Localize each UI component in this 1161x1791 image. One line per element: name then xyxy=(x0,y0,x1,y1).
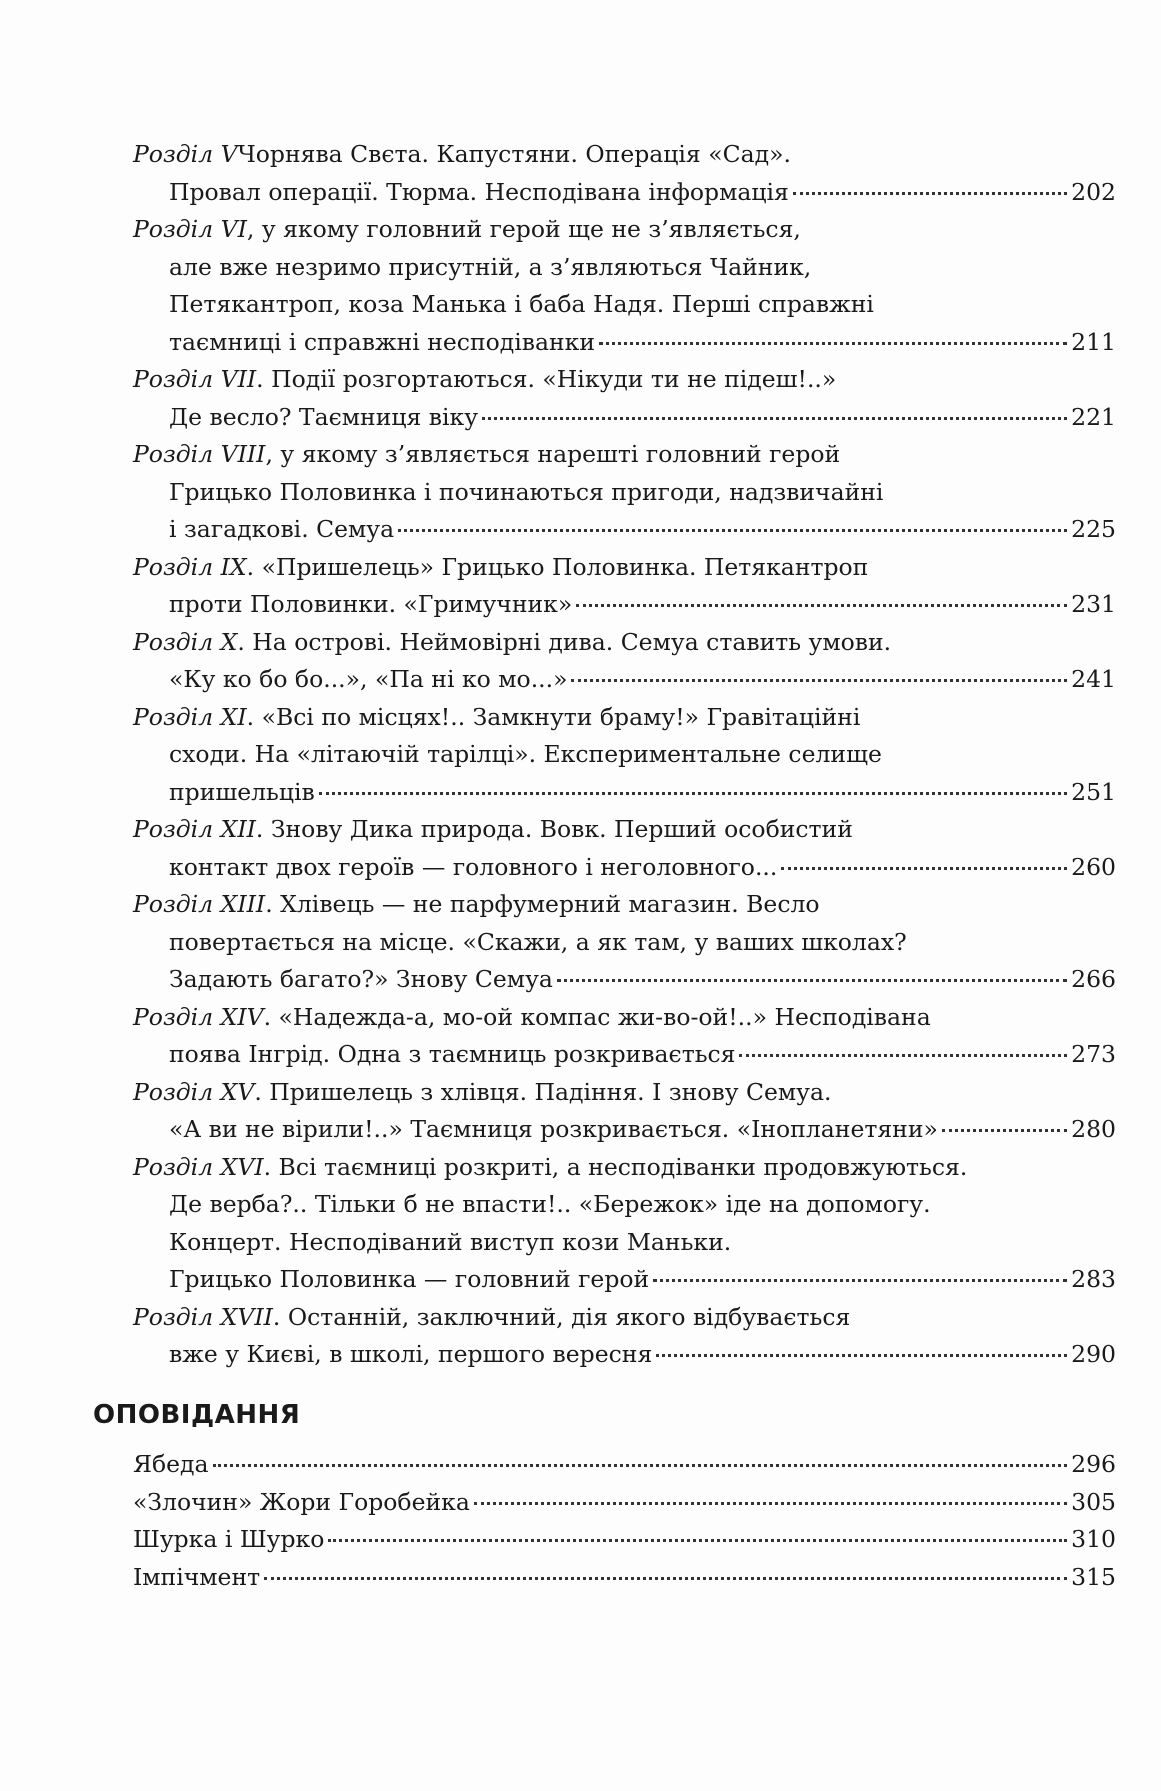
chapter-text: Концерт. Несподіваний виступ кози Маньки. xyxy=(169,1227,732,1256)
chapter-text: Де весло? Таємниця віку xyxy=(169,402,479,431)
toc-line xyxy=(133,324,1116,362)
dot-leader xyxy=(213,1463,1068,1467)
toc-entry xyxy=(133,999,1116,1074)
chapter-text: вже у Києві, в школі, першого вересня xyxy=(169,1340,653,1368)
toc-line xyxy=(133,736,1116,774)
chapter-label: Розділ VII xyxy=(133,365,257,393)
page-number: 290 xyxy=(1071,1340,1116,1368)
chapter-text: . Знову Дика природа. Вовк. Перший особистий xyxy=(255,815,853,843)
dot-leader xyxy=(319,791,1067,795)
toc-line xyxy=(133,211,1116,249)
chapter-text: . На острові. Неймовірні дива. Семуа ставить умови. xyxy=(237,627,892,656)
dot-leader xyxy=(739,1053,1067,1057)
toc-entry xyxy=(133,624,1116,699)
chapter-label: Розділ VIII xyxy=(133,440,266,468)
dot-leader xyxy=(653,1278,1067,1282)
chapter-text: пришельців xyxy=(169,777,315,806)
page-number: 273 xyxy=(1071,1040,1116,1068)
chapter-text: , у якому головний герой ще не з’являється, xyxy=(246,215,801,243)
chapter-text: . Останній, заключний, дія якого відбувається xyxy=(272,1302,851,1331)
chapter-text: поява Інгрід. Одна з таємниць розкривається xyxy=(169,1040,736,1068)
dot-leader xyxy=(599,341,1067,345)
toc-line xyxy=(133,1336,1116,1374)
page-number: 251 xyxy=(1071,777,1116,806)
toc-line xyxy=(133,1261,1116,1299)
chapter-label: Розділ XI xyxy=(133,702,247,731)
page-number: 231 xyxy=(1071,590,1116,618)
toc-line xyxy=(133,474,1116,512)
chapter-text: . Хлівець — не парфумерний магазин. Весло xyxy=(265,890,820,918)
toc-entry xyxy=(133,136,1116,211)
dot-leader xyxy=(576,603,1067,607)
toc-line xyxy=(133,174,1116,212)
story-entry xyxy=(133,1559,1116,1597)
toc-line xyxy=(133,361,1116,399)
page-number: 315 xyxy=(1071,1562,1116,1591)
toc-entry xyxy=(133,436,1116,549)
story-title: «Злочин» Жори Горобейка xyxy=(133,1487,470,1516)
toc-line xyxy=(133,661,1116,699)
toc-line xyxy=(133,1036,1116,1074)
toc-line xyxy=(133,286,1116,324)
story-title: Ябеда xyxy=(133,1450,209,1478)
toc-line xyxy=(133,699,1116,737)
dot-leader xyxy=(474,1501,1067,1505)
story-title: Імпічмент xyxy=(133,1562,261,1591)
page-number: 310 xyxy=(1071,1525,1116,1553)
toc-line xyxy=(133,624,1116,662)
chapter-text: і загадкові. Семуа xyxy=(169,515,395,543)
toc-entry xyxy=(133,361,1116,436)
chapter-text: Грицько Половинка і починаються пригоди, надзвичайні xyxy=(169,477,884,506)
toc-entry xyxy=(133,549,1116,624)
toc-entry xyxy=(133,211,1116,361)
page-number: 202 xyxy=(1071,177,1116,206)
story-title: Шурка і Шурко xyxy=(133,1525,325,1553)
chapter-text: повертається на місце. «Скажи, а як там, у ваших школах? xyxy=(169,927,907,956)
story-entry xyxy=(133,1446,1116,1484)
toc-line xyxy=(133,1111,1116,1149)
toc-line xyxy=(133,886,1116,924)
chapter-label: Розділ XVI xyxy=(133,1152,264,1181)
toc-entry xyxy=(133,886,1116,999)
chapter-text: Задають багато?» Знову Семуа xyxy=(169,965,553,993)
chapter-label: Розділ X xyxy=(133,627,238,656)
page-number: 283 xyxy=(1071,1265,1116,1293)
chapter-text: сходи. На «літаючій тарілці». Експериментальне селище xyxy=(169,740,882,768)
page-number: 296 xyxy=(1071,1450,1116,1478)
toc-line xyxy=(133,549,1116,587)
dot-leader xyxy=(793,191,1067,195)
toc-line xyxy=(133,924,1116,962)
toc-line xyxy=(133,1149,1116,1187)
page-number: 241 xyxy=(1071,665,1116,693)
chapter-label: Розділ XVII xyxy=(133,1302,273,1331)
chapter-text: таємниці і справжні несподіванки xyxy=(169,327,596,356)
chapter-text: . «Надежда-а, мо-ой компас жи-во-ой!..» Несподівана xyxy=(263,1002,931,1031)
toc-line xyxy=(133,1299,1116,1337)
chapter-text: Чорнява Свєта. Капустяни. Операція «Сад». xyxy=(237,140,791,168)
toc-line xyxy=(133,586,1116,624)
page-number: 260 xyxy=(1071,852,1116,881)
page-number: 211 xyxy=(1071,327,1116,356)
toc-entry xyxy=(133,1149,1116,1299)
toc-entry xyxy=(133,699,1116,812)
stories-list xyxy=(133,1446,1116,1596)
chapter-text: «А ви не вірили!..» Таємниця розкривається. «Інопланетяни» xyxy=(169,1115,938,1143)
toc-entry xyxy=(133,1299,1116,1374)
toc-entry xyxy=(133,1074,1116,1149)
page-number: 221 xyxy=(1071,402,1116,431)
dot-leader xyxy=(482,416,1067,420)
story-entry xyxy=(133,1521,1116,1559)
dot-leader xyxy=(557,978,1067,982)
toc-line xyxy=(133,1186,1116,1224)
page-number: 266 xyxy=(1071,965,1116,993)
chapter-label: Розділ V xyxy=(133,140,238,168)
dot-leader xyxy=(264,1576,1067,1580)
chapter-text: . Пришелець з хлівця. Падіння. І знову Семуа. xyxy=(254,1077,832,1106)
chapter-label: Розділ XV xyxy=(133,1077,255,1106)
chapter-label: Розділ VI xyxy=(133,215,247,243)
dot-leader xyxy=(656,1353,1067,1357)
dot-leader xyxy=(571,678,1067,682)
toc-line xyxy=(133,249,1116,287)
toc-line xyxy=(133,961,1116,999)
chapter-label: Розділ XIV xyxy=(133,1002,264,1031)
toc-line xyxy=(133,774,1116,812)
dot-leader xyxy=(328,1538,1067,1542)
chapter-text: , у якому з’являється нарешті головний герой xyxy=(265,440,841,468)
dot-leader xyxy=(398,528,1067,532)
toc-line xyxy=(133,136,1116,174)
chapter-text: Де верба?.. Тільки б не впасти!.. «Бережок» іде на допомогу. xyxy=(169,1190,931,1218)
section-title: ОПОВІДАННЯ xyxy=(93,1400,301,1430)
toc-line xyxy=(133,511,1116,549)
page-number: 225 xyxy=(1071,515,1116,543)
chapter-text: але вже незримо присутній, а з’являються Чайник, xyxy=(169,252,812,281)
toc-line xyxy=(133,1074,1116,1112)
toc-entry xyxy=(133,811,1116,886)
chapter-text: Провал операції. Тюрма. Несподівана інформація xyxy=(169,177,789,206)
table-of-contents xyxy=(133,136,1116,1374)
chapter-label: Розділ XIII xyxy=(133,890,266,918)
toc-line xyxy=(133,849,1116,887)
chapter-text: . «Пришелець» Грицько Половинка. Петякантроп xyxy=(246,552,869,581)
chapter-text: . Події розгортаються. «Нікуди ти не підеш!..» xyxy=(256,365,837,393)
chapter-text: проти Половинки. «Гримучник» xyxy=(169,590,573,618)
chapter-text: контакт двох героїв — головного і неголовного... xyxy=(169,852,778,881)
chapter-text: . «Всі по місцях!.. Замкнути браму!» Гравітаційні xyxy=(246,702,861,731)
dot-leader xyxy=(781,866,1067,870)
chapter-label: Розділ XII xyxy=(133,815,256,843)
toc-line xyxy=(133,399,1116,437)
toc-line xyxy=(133,436,1116,474)
page-number: 280 xyxy=(1071,1115,1116,1143)
toc-line xyxy=(133,811,1116,849)
chapter-text: «Ку ко бо бо...», «Па ні ко мо...» xyxy=(169,665,568,693)
toc-line xyxy=(133,999,1116,1037)
chapter-text: Грицько Половинка — головний герой xyxy=(169,1265,650,1293)
page-number: 305 xyxy=(1071,1487,1116,1516)
toc-line xyxy=(133,1224,1116,1262)
story-entry xyxy=(133,1484,1116,1522)
dot-leader xyxy=(942,1128,1067,1132)
chapter-text: Петякантроп, коза Манька і баба Надя. Перші справжні xyxy=(169,290,874,318)
chapter-text: . Всі таємниці розкриті, а несподіванки продовжуються. xyxy=(263,1152,968,1181)
chapter-label: Розділ IX xyxy=(133,552,247,581)
